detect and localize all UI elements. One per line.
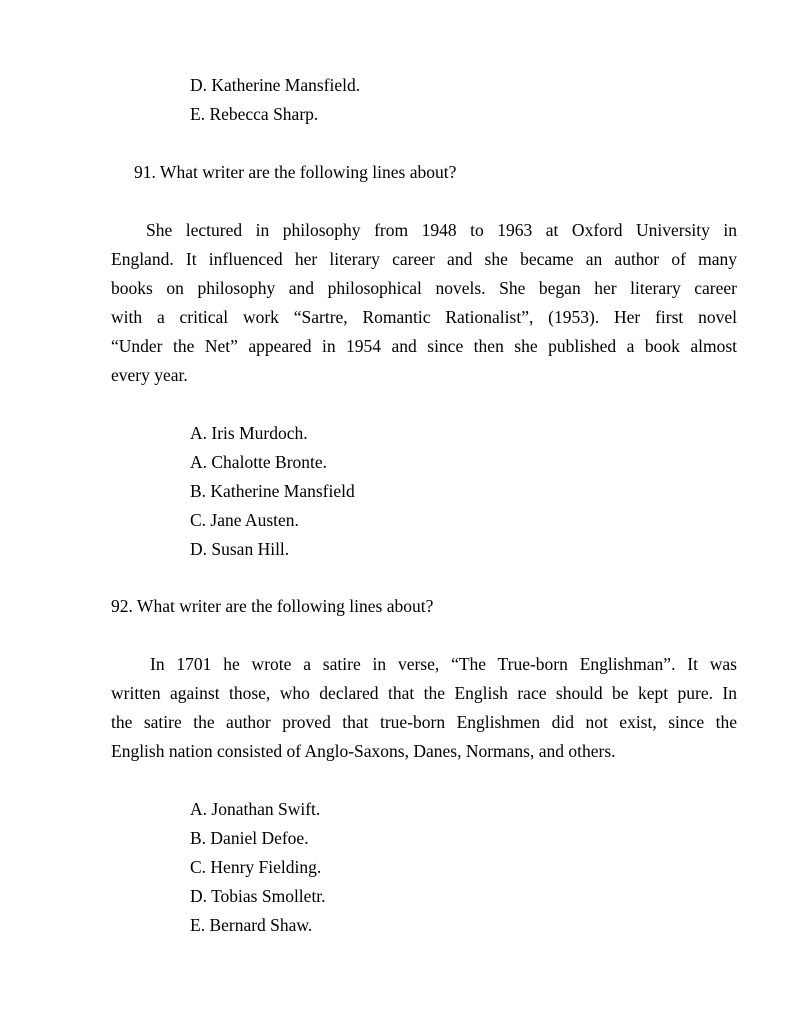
q92-option: E. Bernard Shaw. <box>190 915 313 935</box>
q92-option: D. Tobias Smolletr. <box>190 886 326 906</box>
q92-paragraph-line: the satire the author proved that true-born Englishmen did not exist, since the <box>111 712 737 732</box>
q91-option: D. Susan Hill. <box>190 539 290 559</box>
q92-option: B. Daniel Defoe. <box>190 828 309 848</box>
q91-paragraph-line: She lectured in philosophy from 1948 to 1963 at Oxford University in <box>146 220 737 240</box>
option-item: E. Rebecca Sharp. <box>190 104 319 124</box>
q92-paragraph-line: written against those, who declared that the English race should be kept pure. In <box>111 683 737 703</box>
q91-option: B. Katherine Mansfield <box>190 481 355 501</box>
q91-paragraph-line: England. It influenced her literary career and she became an author of many <box>111 249 737 269</box>
question-91-title: 91. What writer are the following lines about? <box>134 162 457 182</box>
q92-option: A. Jonathan Swift. <box>190 799 321 819</box>
q91-paragraph-line: books on philosophy and philosophical novels. She began her literary career <box>111 278 737 298</box>
question-92-title: 92. What writer are the following lines about? <box>111 596 434 616</box>
q92-paragraph-line: In 1701 he wrote a satire in verse, “The True-born Englishman”. It was <box>150 654 737 674</box>
q91-option: C. Jane Austen. <box>190 510 299 530</box>
q92-paragraph-line: English nation consisted of Anglo-Saxons, Danes, Normans, and others. <box>111 741 616 761</box>
q91-paragraph-line: “Under the Net” appeared in 1954 and since then she published a book almost <box>111 336 737 356</box>
q91-paragraph-line: every year. <box>111 365 188 385</box>
q91-option: A. Iris Murdoch. <box>190 423 308 443</box>
q91-paragraph-line: with a critical work “Sartre, Romantic Rationalist”, (1953). Her first novel <box>111 307 737 327</box>
q91-option: A. Chalotte Bronte. <box>190 452 328 472</box>
option-item: D. Katherine Mansfield. <box>190 75 361 95</box>
q92-option: C. Henry Fielding. <box>190 857 322 877</box>
